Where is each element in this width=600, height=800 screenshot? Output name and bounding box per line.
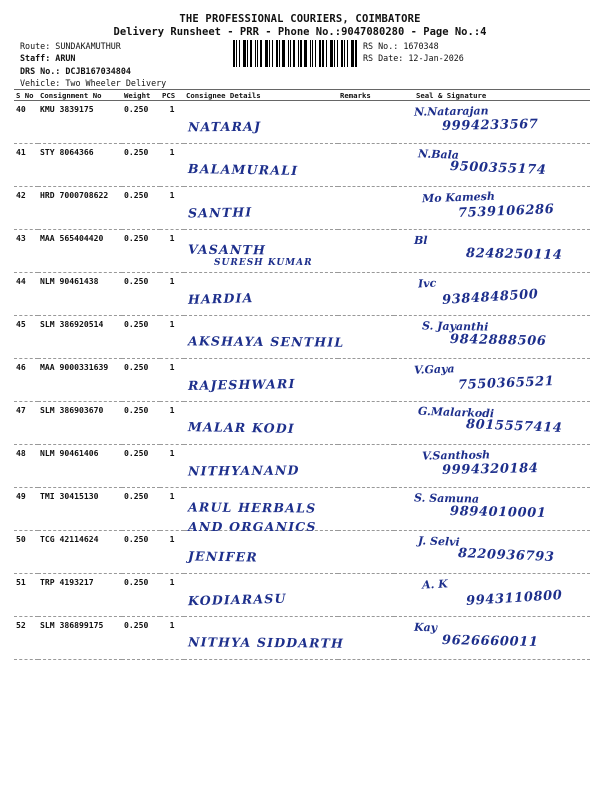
consignee-name: ARUL HERBALS	[187, 499, 317, 516]
receiver-phone: 9994233567	[441, 116, 539, 135]
table-row	[14, 531, 590, 574]
receiver-phone: 9626660011	[441, 632, 539, 651]
row-sno: 51	[14, 574, 38, 617]
row-remarks	[338, 273, 394, 316]
row-seal-signature	[394, 187, 590, 230]
consignee-name: AKSHAYA SENTHIL	[187, 333, 345, 350]
row-sno: 45	[14, 316, 38, 359]
table-row	[14, 316, 590, 359]
row-consignee-details	[184, 230, 338, 273]
row-consignee-details	[184, 402, 338, 445]
row-pcs: 1	[160, 230, 184, 273]
row-seal-signature	[394, 402, 590, 445]
row-seal-signature	[394, 488, 590, 531]
row-weight: 0.250	[122, 445, 160, 488]
receiver-phone: 9894010001	[449, 503, 547, 522]
row-remarks	[338, 531, 394, 574]
row-consignee-details	[184, 445, 338, 488]
row-sno: 49	[14, 488, 38, 531]
receiver-signature: V.Santhosh	[421, 448, 491, 463]
receiver-signature: V.Gaya	[413, 362, 455, 377]
row-pcs: 1	[160, 101, 184, 144]
row-weight: 0.250	[122, 187, 160, 230]
row-remarks	[338, 230, 394, 273]
row-remarks	[338, 402, 394, 445]
receiver-signature: Kay	[413, 620, 438, 635]
row-remarks	[338, 144, 394, 187]
row-weight: 0.250	[122, 531, 160, 574]
table-header-row	[14, 90, 590, 101]
row-seal-signature	[394, 531, 590, 574]
row-remarks	[338, 574, 394, 617]
consignee-name: BALAMURALI	[187, 161, 299, 178]
row-seal-signature	[394, 574, 590, 617]
staff-label: Staff: ARUN	[20, 53, 76, 63]
row-weight: 0.250	[122, 316, 160, 359]
row-pcs: 1	[160, 531, 184, 574]
receiver-signature: Mo Kamesh	[421, 189, 496, 206]
table-row	[14, 402, 590, 445]
row-pcs: 1	[160, 617, 184, 660]
row-pcs: 1	[160, 316, 184, 359]
row-consignee-details	[184, 531, 338, 574]
col-consignee: Consignee Details	[184, 90, 338, 101]
receiver-signature: N.Bala	[417, 147, 460, 162]
row-weight: 0.250	[122, 488, 160, 531]
row-consignment-no: SLM 386920514	[38, 316, 122, 359]
runsheet-table	[14, 89, 590, 660]
col-remarks: Remarks	[338, 90, 394, 101]
row-seal-signature	[394, 144, 590, 187]
table-row	[14, 617, 590, 660]
row-consignee-details	[184, 144, 338, 187]
row-consignment-no: HRD 7000708622	[38, 187, 122, 230]
consignee-name-line2: AND ORGANICS	[188, 519, 317, 534]
receiver-phone: 9943110800	[465, 587, 563, 610]
row-pcs: 1	[160, 359, 184, 402]
row-seal-signature	[394, 445, 590, 488]
receiver-phone: 7550365521	[457, 373, 555, 394]
consignee-name: VASANTH	[187, 241, 267, 258]
receiver-phone: 8015557414	[465, 416, 563, 437]
row-remarks	[338, 445, 394, 488]
row-consignment-no: SLM 386899175	[38, 617, 122, 660]
row-consignment-no: MAA 9000331639	[38, 359, 122, 402]
row-consignee-details	[184, 488, 338, 534]
row-consignee-details	[184, 359, 338, 402]
row-pcs: 1	[160, 187, 184, 230]
row-consignment-no: SLM 386903670	[38, 402, 122, 445]
receiver-signature: S. Jayanthi	[421, 319, 489, 334]
row-consignment-no: TMI 30415130	[38, 488, 122, 531]
receiver-phone: 9994320184	[441, 460, 539, 479]
row-consignment-no: MAA 565404420	[38, 230, 122, 273]
row-remarks	[338, 359, 394, 402]
row-weight: 0.250	[122, 144, 160, 187]
row-weight: 0.250	[122, 359, 160, 402]
barcode-icon	[233, 40, 360, 67]
row-pcs: 1	[160, 273, 184, 316]
receiver-signature: G.Malarkodi	[417, 404, 495, 421]
row-consignee-details	[184, 574, 338, 617]
receiver-signature: J. Selvi	[417, 534, 460, 549]
table-row	[14, 101, 590, 144]
row-remarks	[338, 101, 394, 144]
drs-number: DRS No.: DCJB167034804	[20, 66, 131, 76]
row-weight: 0.250	[122, 402, 160, 445]
row-pcs: 1	[160, 445, 184, 488]
row-consignee-details	[184, 617, 345, 660]
receiver-signature: N.Natarajan	[413, 104, 489, 119]
row-weight: 0.250	[122, 273, 160, 316]
table-row	[14, 359, 590, 402]
row-sno: 50	[14, 531, 38, 574]
row-sno: 47	[14, 402, 38, 445]
row-seal-signature	[394, 230, 590, 273]
table-row	[14, 144, 590, 187]
col-weight: Weight	[122, 90, 160, 101]
row-pcs: 1	[160, 144, 184, 187]
row-weight: 0.250	[122, 101, 160, 144]
row-consignee-details	[184, 316, 345, 359]
consignee-name: SANTHI	[187, 204, 253, 221]
row-seal-signature	[394, 617, 590, 660]
consignee-name: JENIFER	[187, 548, 259, 565]
row-seal-signature	[394, 273, 590, 316]
company-title: THE PROFESSIONAL COURIERS, COIMBATORE	[179, 13, 421, 25]
row-remarks	[338, 617, 394, 660]
row-weight: 0.250	[122, 230, 160, 273]
vehicle-label: Vehicle: Two Wheeler Delivery	[20, 78, 167, 88]
consignee-name: MALAR KODI	[187, 419, 295, 436]
row-sno: 42	[14, 187, 38, 230]
consignee-name: NITHYA SIDDARTH	[187, 634, 345, 651]
table-row	[14, 273, 590, 316]
table-row	[14, 230, 590, 273]
row-weight: 0.250	[122, 617, 160, 660]
receiver-phone: 9384848500	[441, 286, 539, 309]
row-seal-signature	[394, 359, 590, 402]
consignee-name: NATARAJ	[187, 118, 262, 135]
runsheet-subtitle: Delivery Runsheet - PRR - Phone No.:9047080280 - Page No.:4	[113, 26, 487, 38]
row-consignee-details	[184, 187, 338, 230]
consignee-name-line2: SURESH KUMAR	[214, 258, 313, 268]
receiver-phone: 8248250114	[465, 245, 563, 264]
row-weight: 0.250	[122, 574, 160, 617]
receiver-signature: Ivc	[417, 276, 437, 291]
row-consignee-details	[184, 101, 338, 144]
rs-date: RS Date: 12-Jan-2026	[363, 53, 464, 63]
receiver-phone: 7539106286	[457, 201, 555, 222]
row-consignment-no: TRP 4193217	[38, 574, 122, 617]
route-label: Route: SUNDAKAMUTHUR	[20, 41, 121, 51]
col-pcs: PCS	[160, 90, 184, 101]
row-sno: 41	[14, 144, 38, 187]
receiver-phone: 9842888506	[449, 331, 547, 350]
row-consignee-details	[184, 273, 338, 316]
table-row	[14, 445, 590, 488]
row-consignment-no: STY 8064366	[38, 144, 122, 187]
row-seal-signature	[394, 316, 590, 359]
table-row	[14, 488, 590, 531]
row-consignment-no: KMU 3839175	[38, 101, 122, 144]
row-sno: 40	[14, 101, 38, 144]
consignee-name: HARDIA	[187, 290, 254, 307]
row-sno: 46	[14, 359, 38, 402]
row-seal-signature	[394, 101, 590, 144]
row-pcs: 1	[160, 402, 184, 445]
row-consignment-no: NLM 90461406	[38, 445, 122, 488]
row-pcs: 1	[160, 574, 184, 617]
col-sno: S No	[14, 90, 38, 101]
rs-number: RS No.: 1670348	[363, 41, 439, 51]
row-consignment-no: TCG 42114624	[38, 531, 122, 574]
receiver-signature: A. K	[421, 577, 449, 592]
receiver-signature: Bl	[413, 233, 428, 248]
col-signature: Seal & Signature	[394, 90, 590, 101]
row-remarks	[338, 488, 394, 531]
consignee-name: RAJESHWARI	[187, 376, 296, 393]
row-pcs: 1	[160, 488, 184, 531]
table-row	[14, 187, 590, 230]
receiver-phone: 9500355174	[449, 158, 547, 179]
receiver-phone: 8220936793	[457, 545, 555, 566]
row-remarks	[338, 187, 394, 230]
receiver-signature: S. Samuna	[413, 491, 480, 506]
row-sno: 44	[14, 273, 38, 316]
col-consignment: Consignment No	[38, 90, 122, 101]
row-consignment-no: NLM 90461438	[38, 273, 122, 316]
row-remarks	[338, 316, 394, 359]
consignee-name: KODIARASU	[187, 590, 287, 609]
row-sno: 43	[14, 230, 38, 273]
consignee-name: NITHYANAND	[187, 462, 300, 479]
row-sno: 52	[14, 617, 38, 660]
row-sno: 48	[14, 445, 38, 488]
table-row	[14, 574, 590, 617]
